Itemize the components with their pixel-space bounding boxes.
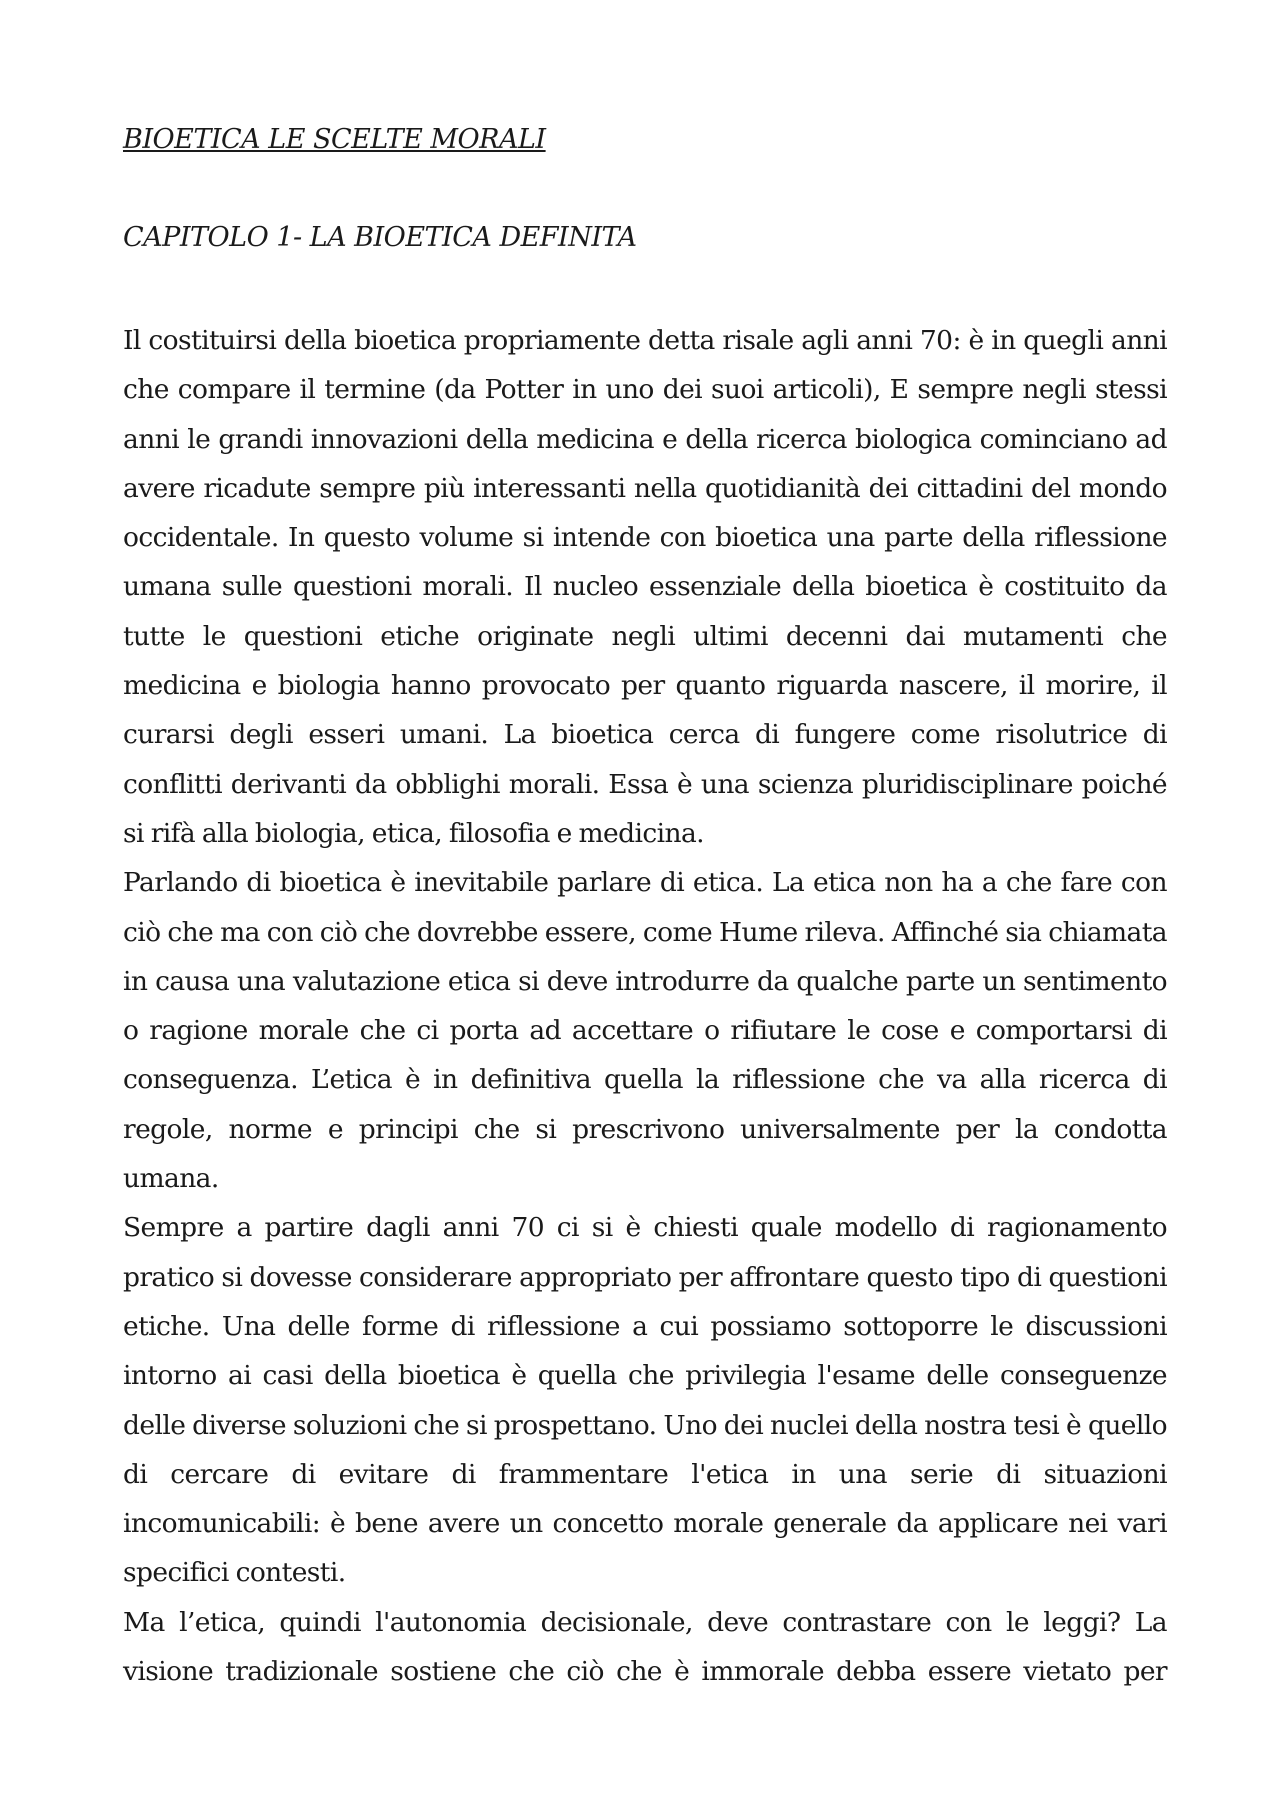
chapter-title: CAPITOLO 1- LA BIOETICA DEFINITA [123, 222, 637, 253]
document-title: BIOETICA LE SCELTE MORALI [123, 124, 546, 155]
paragraph-2: Parlando di bioetica è inevitabile parlare di etica. La etica non ha a che fare con ciò che ma con ciò che dovrebbe essere, come Hume rileva. Affinché sia chiamata in causa una valutazione etica si deve introdurre da qualche parte un sentimento o ragione morale che ci porta ad accettare o rifiutare le cose e comportarsi di conseguenza. L’etica è in definitiva quella la riflessione che va alla ricerca di regole, norme e principi che si prescrivono universalmente per la condotta umana. [123, 867, 1167, 1195]
paragraph-3: Sempre a partire dagli anni 70 ci si è chiesti quale modello di ragionamento pratico si dovesse considerare appropriato per affrontare questo tipo di questioni etiche. Una delle forme di riflessione a cui possiamo sottoporre le discussioni intorno ai casi della bioetica è quella che privilegia l'esame delle conseguenze delle diverse soluzioni che si prospettano. Uno dei nuclei della nostra tesi è quello di cercare di evitare di frammentare l'etica in una serie di situazioni incomunicabili: è bene avere un concetto morale generale da applicare nei vari specifici contesti. [123, 1212, 1167, 1589]
document-page [123, 122, 1167, 1696]
body-text [123, 316, 1167, 1696]
paragraph-4: Ma l’etica, quindi l'autonomia decisionale, deve contrastare con le leggi? La visione tradizionale sostiene che ciò che è immorale debba essere vietato per [123, 1606, 1167, 1688]
paragraph-1: Il costituirsi della bioetica propriamente detta risale agli anni 70: è in quegli anni che compare il termine (da Potter in uno dei suoi articoli), E sempre negli stessi anni le grandi innovazioni della medicina e della ricerca biologica cominciano ad avere ricadute sempre più interessanti nella quotidianità dei cittadini del mondo occidentale. In questo volume si intende con bioetica una parte della riflessione umana sulle questioni morali. Il nucleo essenziale della bioetica è costituito da tutte le questioni etiche originate negli ultimi decenni dai mutamenti che medicina e biologia hanno provocato per quanto riguarda nascere, il morire, il curarsi degli esseri umani. La bioetica cerca di fungere come risolutrice di conflitti derivanti da obblighi morali. Essa è una scienza pluridisciplinare poiché si rifà alla biologia, etica, filosofia e medicina. [123, 325, 1167, 849]
